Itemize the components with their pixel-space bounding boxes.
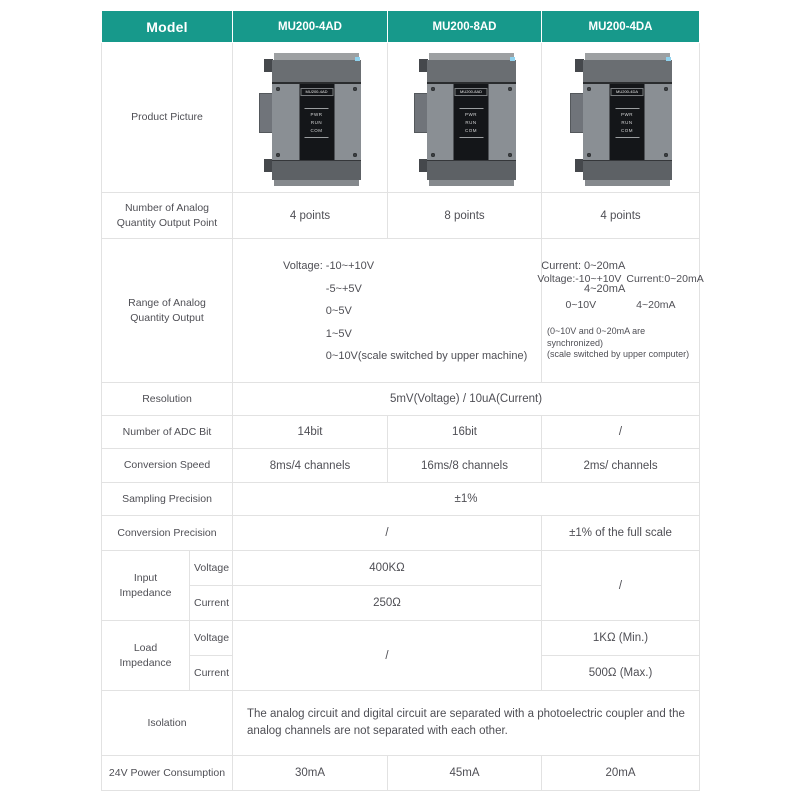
header-model: Model	[102, 11, 233, 43]
screw-icon	[276, 87, 280, 91]
conversion-precision-da: ±1% of the full scale	[542, 516, 700, 551]
module-bottom-cap	[272, 160, 361, 180]
da-voltage-range: Voltage:-10~+10V	[537, 273, 622, 285]
module-front-panel	[299, 84, 334, 160]
module-body	[272, 53, 361, 186]
row-load-impedance-voltage	[102, 621, 700, 656]
label-adc-bit: Number of ADC Bit	[102, 416, 233, 449]
module-led-block	[459, 108, 483, 138]
power-4ad: 30mA	[233, 756, 388, 791]
load-impedance-da-voltage: 1KΩ (Min.)	[542, 621, 700, 656]
led-label-com: COM	[310, 127, 323, 133]
power-8ad: 45mA	[388, 756, 542, 791]
conversion-speed-4ad: 8ms/4 channels	[233, 449, 388, 483]
input-impedance-sub-voltage: Voltage	[190, 551, 233, 586]
product-image-mu200-8ad	[388, 43, 542, 193]
screw-icon	[664, 87, 668, 91]
module-bottom-strip	[585, 180, 670, 186]
spec-table	[101, 10, 704, 791]
row-output-points	[102, 193, 700, 239]
module-face	[583, 84, 672, 160]
row-adc-bit	[102, 416, 700, 449]
load-impedance-da-current: 500Ω (Max.)	[542, 656, 700, 691]
module-top-strip	[585, 53, 670, 60]
screw-icon	[353, 87, 357, 91]
conversion-speed-4da: 2ms/ channels	[542, 449, 700, 483]
voltage-range-value: -5~+5V	[325, 282, 362, 295]
voltage-range-value: -10~+10V	[325, 260, 375, 272]
da-current-range-2: 4~20mA	[636, 299, 676, 311]
plc-module-graphic	[414, 53, 516, 186]
current-label: Current:	[541, 260, 582, 272]
product-image-mu200-4da	[542, 43, 700, 193]
screw-icon	[276, 153, 280, 157]
led-label-pwr: PWR	[310, 111, 323, 117]
module-top-cap	[272, 60, 361, 84]
row-resolution	[102, 383, 700, 416]
load-impedance-ad-value: /	[233, 621, 542, 691]
row-input-impedance-voltage	[102, 551, 700, 586]
module-model-label: MU200-8AD	[455, 88, 488, 96]
label-isolation: Isolation	[102, 691, 233, 756]
row-isolation	[102, 691, 700, 756]
sampling-precision-value: ±1%	[233, 483, 700, 516]
label-output-points: Number of Analog Quantity Output Point	[102, 193, 233, 239]
load-impedance-sub-current: Current	[190, 656, 233, 691]
current-range-value: 0~20mA	[584, 260, 626, 272]
adc-bit-4da: /	[542, 416, 700, 449]
module-top-strip	[429, 53, 514, 60]
header-col-mu200-8ad: MU200-8AD	[388, 11, 542, 43]
input-impedance-da-value: /	[542, 551, 700, 621]
label-load-impedance: Load Impedance	[102, 621, 190, 691]
adc-bit-4ad: 14bit	[233, 416, 388, 449]
output-points-4da: 4 points	[542, 193, 700, 239]
da-range-note-1: (0~10V and 0~20mA are synchronized)	[547, 326, 646, 348]
voltage-range-value: 0~10V(scale switched by upper machine)	[325, 350, 528, 362]
label-conversion-speed: Conversion Speed	[102, 449, 233, 483]
row-conversion-speed	[102, 449, 700, 483]
plc-module-graphic	[259, 53, 361, 186]
isolation-value: The analog circuit and digital circuit are separated with a photoelectric coupler and the analog channels are not separated with each other.	[233, 691, 700, 756]
module-top-strip	[274, 53, 359, 60]
led-label-pwr: PWR	[465, 111, 478, 117]
label-sampling-precision: Sampling Precision	[102, 483, 233, 516]
voltage-range-value: 1~5V	[325, 327, 352, 340]
da-range-note-2: (scale switched by upper computer)	[547, 349, 690, 359]
label-conversion-precision: Conversion Precision	[102, 516, 233, 551]
module-indicator	[510, 57, 515, 61]
screw-icon	[431, 153, 435, 157]
label-input-impedance: Input Impedance	[102, 551, 190, 621]
adc-bit-8ad: 16bit	[388, 416, 542, 449]
module-bottom-strip	[429, 180, 514, 186]
row-sampling-precision	[102, 483, 700, 516]
product-image-mu200-4ad	[233, 43, 388, 193]
row-range	[102, 239, 700, 383]
module-front-panel	[610, 84, 645, 160]
row-power-consumption	[102, 756, 700, 791]
label-resolution: Resolution	[102, 383, 233, 416]
module-top-cap	[583, 60, 672, 84]
power-4da: 20mA	[542, 756, 700, 791]
screw-icon	[508, 87, 512, 91]
led-label-com: COM	[621, 127, 634, 133]
led-label-run: RUN	[310, 119, 323, 125]
header-col-mu200-4ad: MU200-4AD	[233, 11, 388, 43]
row-conversion-precision	[102, 516, 700, 551]
output-points-8ad: 8 points	[388, 193, 542, 239]
plc-module-graphic	[570, 53, 672, 186]
module-indicator	[355, 57, 360, 61]
led-label-run: RUN	[465, 119, 477, 125]
module-face	[272, 84, 361, 160]
screw-icon	[508, 153, 512, 157]
output-points-4ad: 4 points	[233, 193, 388, 239]
module-face	[427, 84, 516, 160]
module-bottom-strip	[274, 180, 359, 186]
led-label-com: COM	[465, 127, 478, 133]
resolution-value: 5mV(Voltage) / 10uA(Current)	[233, 383, 700, 416]
conversion-precision-ad: /	[233, 516, 542, 551]
current-range-value: 4~20mA	[584, 282, 626, 295]
label-power-consumption: 24V Power Consumption	[102, 756, 233, 791]
voltage-range-value: 0~5V	[325, 305, 352, 317]
input-impedance-voltage-value: 400KΩ	[233, 551, 542, 586]
module-body	[583, 53, 672, 186]
module-bottom-cap	[583, 160, 672, 180]
header-col-mu200-4da: MU200-4DA	[542, 11, 700, 43]
input-impedance-current-value: 250Ω	[233, 586, 542, 621]
row-product-picture	[102, 43, 700, 193]
da-current-range: Current:0~20mA	[626, 273, 704, 285]
module-model-label: MU200-4DA	[611, 88, 644, 96]
module-bottom-cap	[427, 160, 516, 180]
screw-icon	[587, 87, 591, 91]
header-row	[102, 11, 700, 43]
module-top-cap	[427, 60, 516, 84]
da-voltage-range-2: 0~10V	[565, 299, 597, 311]
label-range: Range of Analog Quantity Output	[102, 239, 233, 383]
module-indicator	[666, 57, 671, 61]
led-label-run: RUN	[621, 119, 633, 125]
module-led-block	[305, 108, 329, 138]
screw-icon	[431, 87, 435, 91]
screw-icon	[587, 153, 591, 157]
module-led-block	[615, 108, 639, 138]
load-impedance-sub-voltage: Voltage	[190, 621, 233, 656]
screw-icon	[664, 153, 668, 157]
input-impedance-sub-current: Current	[190, 586, 233, 621]
conversion-speed-8ad: 16ms/8 channels	[388, 449, 542, 483]
screw-icon	[353, 153, 357, 157]
led-label-pwr: PWR	[621, 111, 634, 117]
module-body	[427, 53, 516, 186]
module-front-panel	[454, 84, 489, 160]
label-product-picture: Product Picture	[102, 43, 233, 193]
module-model-label: MU200-4AD	[300, 88, 333, 96]
voltage-label: Voltage:	[283, 260, 323, 272]
